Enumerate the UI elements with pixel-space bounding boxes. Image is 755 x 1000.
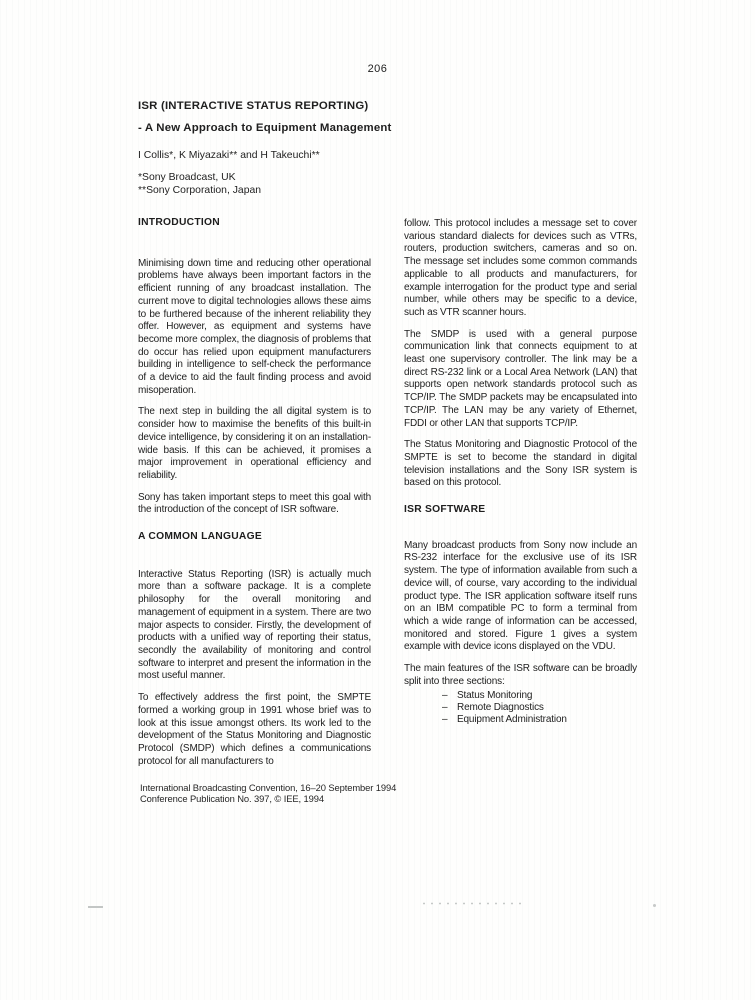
right-column xyxy=(404,218,637,727)
feature-label: Status Monitoring xyxy=(457,689,533,701)
paragraph-common-1: Interactive Status Reporting (ISR) is actually much more than a software package. It is a complete philosophy for the overall monitoring and management of equipment in a system. There are two major aspects to consider. Firstly, the development of products with a unified way of reporting their status, secondly the availability of monitoring and control software to interpret and present the information in the most useful manner. xyxy=(138,568,371,682)
paragraph-common-2: To effectively address the first point, the SMPTE formed a working group in 1991 whose brief was to look at this issue amongst others. Its work led to the development of the Status Monitoring and Diagnostic Protocol (SMDP) which defines a communications protocol for all manufacturers to xyxy=(138,692,371,767)
paper-subtitle: - A New Approach to Equipment Management xyxy=(138,122,392,134)
paragraph-intro-2: The next step in building the all digital system is to consider how to maximise the benefits of this built-in device intelligence, by considering it on an installation-wide basis. If this can be achieved, it promises a major improvement in operational efficiency and reliability. xyxy=(138,406,371,481)
section-heading-introduction: INTRODUCTION xyxy=(138,217,220,228)
authors-line: I Collis*, K Miyazaki** and H Takeuchi** xyxy=(138,150,320,161)
scan-artifact-dot xyxy=(653,904,656,907)
footer-convention-line: International Broadcasting Convention, 16–20 September 1994 xyxy=(140,782,397,793)
feature-label: Remote Diagnostics xyxy=(457,701,544,713)
feature-list xyxy=(404,690,637,727)
page-number: 206 xyxy=(367,63,388,75)
left-column xyxy=(138,217,371,777)
section-heading-isr-software: ISR SOFTWARE xyxy=(404,504,486,516)
list-dash: – xyxy=(442,689,448,701)
feature-label: Equipment Administration xyxy=(457,714,567,726)
scan-artifact-dots xyxy=(420,901,525,907)
paragraph-protocol-1: follow. This protocol includes a message set to cover various standard dialects for devices such as VTRs, routers, production switchers, cameras and so on. The message set includes some common commands applicable to all products and manufacturers, for example interrogation for the product type and serial number, while others may be specific to a device, such as VTR scanner hours. xyxy=(404,218,637,318)
affiliation-sony-corporation: **Sony Corporation, Japan xyxy=(138,184,262,196)
affiliations xyxy=(138,172,628,197)
paper-title: ISR (INTERACTIVE STATUS REPORTING) xyxy=(138,100,369,112)
scan-artifact-dash xyxy=(88,906,103,908)
feature-item-equipment-administration xyxy=(404,714,637,726)
feature-item-remote-diagnostics xyxy=(404,702,637,714)
paper-header xyxy=(138,100,628,197)
paragraph-intro-3: Sony has taken important steps to meet this goal with the introduction of the concept of ISR software. xyxy=(138,491,371,516)
publication-footer xyxy=(140,782,470,805)
paragraph-software-2: The main features of the ISR software can be broadly split into three sections: xyxy=(404,663,637,687)
paragraph-intro-1: Minimising down time and reducing other operational problems have always been important factors in the efficient running of any broadcast installation. The current move to digital technologies allows these aims to be furthered because of the inherent reliability they offer. However, as equipment and systems have become more complex, the diagnosis of problems that do occur has relied upon equipment manufacturers building in intelligence to self-check the performance of a device to aid the fault finding process and avoid misoperation. xyxy=(138,257,371,396)
footer-copyright-line: Conference Publication No. 397, © IEE, 1994 xyxy=(140,793,324,805)
section-heading-common-language: A COMMON LANGUAGE xyxy=(138,531,262,543)
list-dash: – xyxy=(442,701,448,713)
feature-item-status-monitoring xyxy=(404,690,637,702)
paragraph-protocol-3: The Status Monitoring and Diagnostic Protocol of the SMPTE is set to become the standard in digital television installations and the Sony ISR system is based on this protocol. xyxy=(404,439,637,489)
paragraph-protocol-2: The SMDP is used with a general purpose communication link that connects equipment to at least one supervisory controller. The link may be a direct RS-232 link or a Local Area Network (LAN) that supports open network standards protocol such as TCP/IP. The SMDP packets may be encapsulated into TCP/IP. The LAN may be any variety of Ethernet, FDDI or other LAN that supports TCP/IP. xyxy=(404,328,637,429)
paragraph-software-1: Many broadcast products from Sony now include an RS-232 interface for the exclusive use of its ISR system. The type of information available from such a device will, of course, vary according to the individual product type. The ISR application software itself runs on an IBM compatible PC to form a terminal from which a wide range of information can be accessed, monitored and stored. Figure 1 gives a system example with device icons displayed on the VDU. xyxy=(404,539,637,653)
list-dash: – xyxy=(442,714,448,726)
affiliation-sony-broadcast: *Sony Broadcast, UK xyxy=(138,172,236,183)
